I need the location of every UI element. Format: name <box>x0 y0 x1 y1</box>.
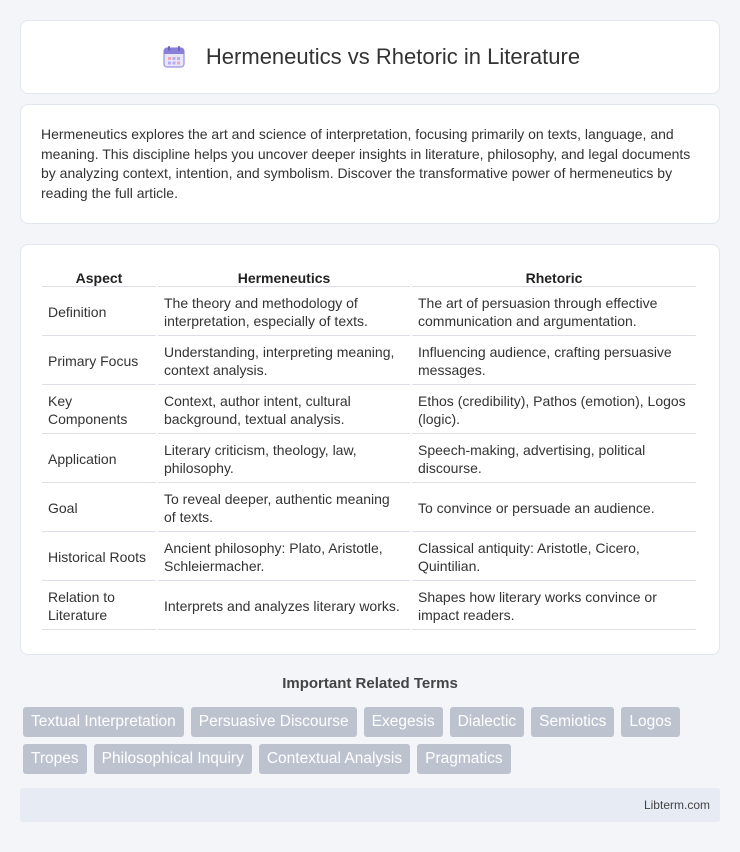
related-term-tag[interactable]: Philosophical Inquiry <box>94 744 252 774</box>
page-title: Hermeneutics vs Rhetoric in Literature <box>205 44 581 69</box>
related-term-tag[interactable]: Pragmatics <box>417 744 511 774</box>
table-cell-hermeneutics: Interprets and analyzes literary works. <box>158 583 410 630</box>
intro-card <box>20 104 720 224</box>
table-row <box>42 485 696 532</box>
footer <box>20 788 720 822</box>
intro-paragraph: Hermeneutics explores the art and science of interpretation, focusing primarily on texts, language, and meaning. This discipline helps you uncover deeper insights in literature, philosophy, and legal documents by analyzing context, intention, and symbolism. Discover the transformative power of hermeneutics by reading the full article. <box>41 126 691 201</box>
related-term-tag[interactable]: Textual Interpretation <box>23 707 184 737</box>
table-cell-hermeneutics: To reveal deeper, authentic meaning of texts. <box>158 485 410 532</box>
table-row <box>42 387 696 434</box>
table-row <box>42 436 696 483</box>
table-cell-aspect: Goal <box>42 485 156 532</box>
column-header-rhetoric: Rhetoric <box>412 265 696 287</box>
related-term-tag[interactable]: Persuasive Discourse <box>191 707 357 737</box>
comparison-card <box>20 244 720 655</box>
table-cell-hermeneutics: Context, author intent, cultural background, textual analysis. <box>158 387 410 434</box>
table-cell-rhetoric: The art of persuasion through effective communication and argumentation. <box>412 289 696 336</box>
column-header-hermeneutics: Hermeneutics <box>158 265 410 287</box>
table-cell-hermeneutics: Literary criticism, theology, law, philosophy. <box>158 436 410 483</box>
table-cell-hermeneutics: Ancient philosophy: Plato, Aristotle, Schleiermacher. <box>158 534 410 581</box>
table-cell-aspect: Relation to Literature <box>42 583 156 630</box>
comparison-table <box>40 263 698 632</box>
table-cell-rhetoric: To convince or persuade an audience. <box>412 485 696 532</box>
table-cell-rhetoric: Influencing audience, crafting persuasive messages. <box>412 338 696 385</box>
table-cell-aspect: Definition <box>42 289 156 336</box>
table-cell-rhetoric: Classical antiquity: Aristotle, Cicero, Quintilian. <box>412 534 696 581</box>
related-term-tag[interactable]: Contextual Analysis <box>259 744 410 774</box>
table-cell-aspect: Key Components <box>42 387 156 434</box>
related-term-tag[interactable]: Logos <box>621 707 679 737</box>
related-term-tag[interactable]: Semiotics <box>531 707 614 737</box>
table-cell-aspect: Application <box>42 436 156 483</box>
table-cell-rhetoric: Ethos (credibility), Pathos (emotion), Logos (logic). <box>412 387 696 434</box>
table-cell-hermeneutics: The theory and methodology of interpretation, especially of texts. <box>158 289 410 336</box>
footer-site-link[interactable]: Libterm.com <box>643 798 710 812</box>
table-cell-rhetoric: Speech-making, advertising, political discourse. <box>412 436 696 483</box>
table-cell-aspect: Primary Focus <box>42 338 156 385</box>
related-term-tag[interactable]: Exegesis <box>364 707 443 737</box>
table-row <box>42 583 696 630</box>
title-card <box>20 20 720 94</box>
table-cell-hermeneutics: Understanding, interpreting meaning, context analysis. <box>158 338 410 385</box>
related-term-tag[interactable]: Dialectic <box>450 707 525 737</box>
table-row <box>42 534 696 581</box>
related-term-tag[interactable]: Tropes <box>23 744 87 774</box>
related-terms-heading: Important Related Terms <box>282 675 458 692</box>
column-header-aspect: Aspect <box>42 265 156 287</box>
table-header-row <box>42 265 696 287</box>
table-row <box>42 289 696 336</box>
calendar-icon <box>160 43 188 71</box>
table-row <box>42 338 696 385</box>
table-cell-rhetoric: Shapes how literary works convince or impact readers. <box>412 583 696 630</box>
related-terms-list <box>23 707 723 774</box>
table-cell-aspect: Historical Roots <box>42 534 156 581</box>
